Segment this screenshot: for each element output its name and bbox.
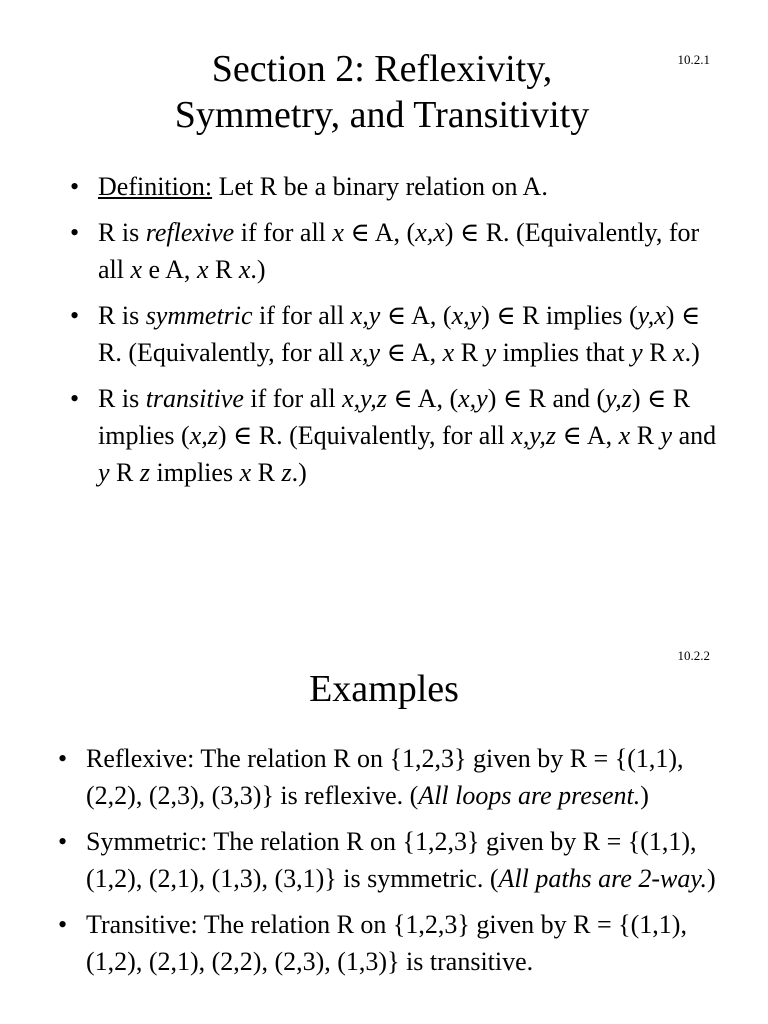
bullet-icon: • [70, 301, 80, 330]
text: R is [98, 384, 146, 413]
text: .) [684, 338, 700, 367]
text: implies [150, 458, 240, 487]
bullet-icon: • [70, 384, 80, 413]
var: x [238, 255, 251, 284]
var: y [660, 421, 673, 450]
text: R [208, 255, 239, 284]
var: y [98, 458, 110, 487]
var: x,x [415, 218, 445, 247]
text: .) [250, 255, 266, 284]
var: z [281, 458, 292, 487]
text: ) ∈ R. (Equivalently, for all [98, 218, 700, 284]
text: R [251, 458, 282, 487]
definition-label: Definition: [98, 172, 213, 201]
text: R [454, 338, 485, 367]
slide-title: Examples [309, 668, 459, 710]
var: x,y,z [342, 384, 387, 413]
title-line-1: Section 2: Reflexivity, [211, 48, 553, 90]
text: Symmetric: The relation R on {1,2,3} given by R = {(1,1), (1,2), (2,1), (1,3), (3,1)} is symmetric. ( [86, 827, 697, 893]
var: x,y,z [511, 421, 557, 450]
text: .) [291, 458, 307, 487]
var: x [442, 338, 455, 367]
slide-10-2-2 [0, 640, 768, 1024]
text: ∈ A, [380, 338, 443, 367]
text: R is [98, 301, 146, 330]
var: x,z [189, 421, 218, 450]
var: x [239, 458, 252, 487]
bullet-icon: • [70, 218, 80, 247]
text: Reflexive: The relation R on {1,2,3} given by R = {(1,1), (2,2), (2,3), (3,3)} is reflexive. ( [86, 744, 684, 810]
var: x,y [350, 301, 381, 330]
note: All loops are present. [418, 781, 641, 810]
list-item-symmetric [70, 297, 720, 371]
text: R is [98, 218, 146, 247]
text: if for all [243, 384, 343, 413]
var: x [673, 338, 685, 367]
list-item-symmetric-example [58, 823, 718, 897]
var: y,x [637, 301, 666, 330]
text: ) [640, 781, 649, 810]
term-symmetric: symmetric [145, 301, 253, 330]
text: e A, [142, 255, 197, 284]
definition-text: Let R be a binary relation on A. [212, 172, 548, 201]
list-item-transitive [70, 380, 720, 491]
bullet-icon: • [58, 744, 68, 773]
text: ∈ A, ( [380, 301, 452, 330]
var: x,y [458, 384, 488, 413]
text: if for all [234, 218, 333, 247]
slide-number: 10.2.2 [677, 648, 710, 663]
list-item-transitive-example [58, 906, 718, 980]
text: ) [706, 864, 716, 893]
var: y [631, 338, 643, 367]
var: x [130, 255, 143, 284]
text: Transitive: The relation R on {1,2,3} given by R = {(1,1), (1,2), (2,1), (2,2), (2,3), (1,3)} is transitive. [86, 910, 687, 976]
note: All paths are 2-way. [498, 864, 707, 893]
var: x [196, 255, 209, 284]
definition-list [70, 168, 720, 500]
var: y [484, 338, 497, 367]
title-line-2: Symmetry, and Transitivity [174, 94, 590, 136]
text: R [642, 338, 674, 367]
text: R [630, 421, 661, 450]
var: x [618, 421, 631, 450]
var: z [139, 458, 151, 487]
var: x,y [350, 338, 381, 367]
text: ) ∈ R and ( [487, 384, 606, 413]
var: x,y [451, 301, 482, 330]
var: y,z [605, 384, 632, 413]
text: ) ∈ R. (Equivalently, for all [217, 421, 512, 450]
text: implies that [496, 338, 632, 367]
list-item-reflexive [70, 214, 720, 288]
bullet-icon: • [58, 827, 68, 856]
text: ∈ A, [556, 421, 619, 450]
bullet-icon: • [70, 172, 80, 201]
list-item-reflexive-example [58, 740, 718, 814]
text: ∈ A, ( [343, 218, 416, 247]
text: ) ∈ R implies ( [481, 301, 638, 330]
text: ) ∈ R. (Equivalently, for all [98, 301, 701, 367]
examples-list [58, 740, 718, 989]
text: ) ∈ R implies ( [98, 384, 691, 450]
list-item-definition [70, 168, 720, 205]
slide-title [0, 46, 766, 138]
term-reflexive: reflexive [145, 218, 235, 247]
text: ∈ A, ( [386, 384, 459, 413]
bullet-icon: • [58, 910, 68, 939]
text: and [672, 421, 717, 450]
text: if for all [252, 301, 351, 330]
term-transitive: transitive [145, 384, 244, 413]
var: x [332, 218, 344, 247]
slide-number: 10.2.1 [677, 52, 710, 67]
text: R [109, 458, 140, 487]
